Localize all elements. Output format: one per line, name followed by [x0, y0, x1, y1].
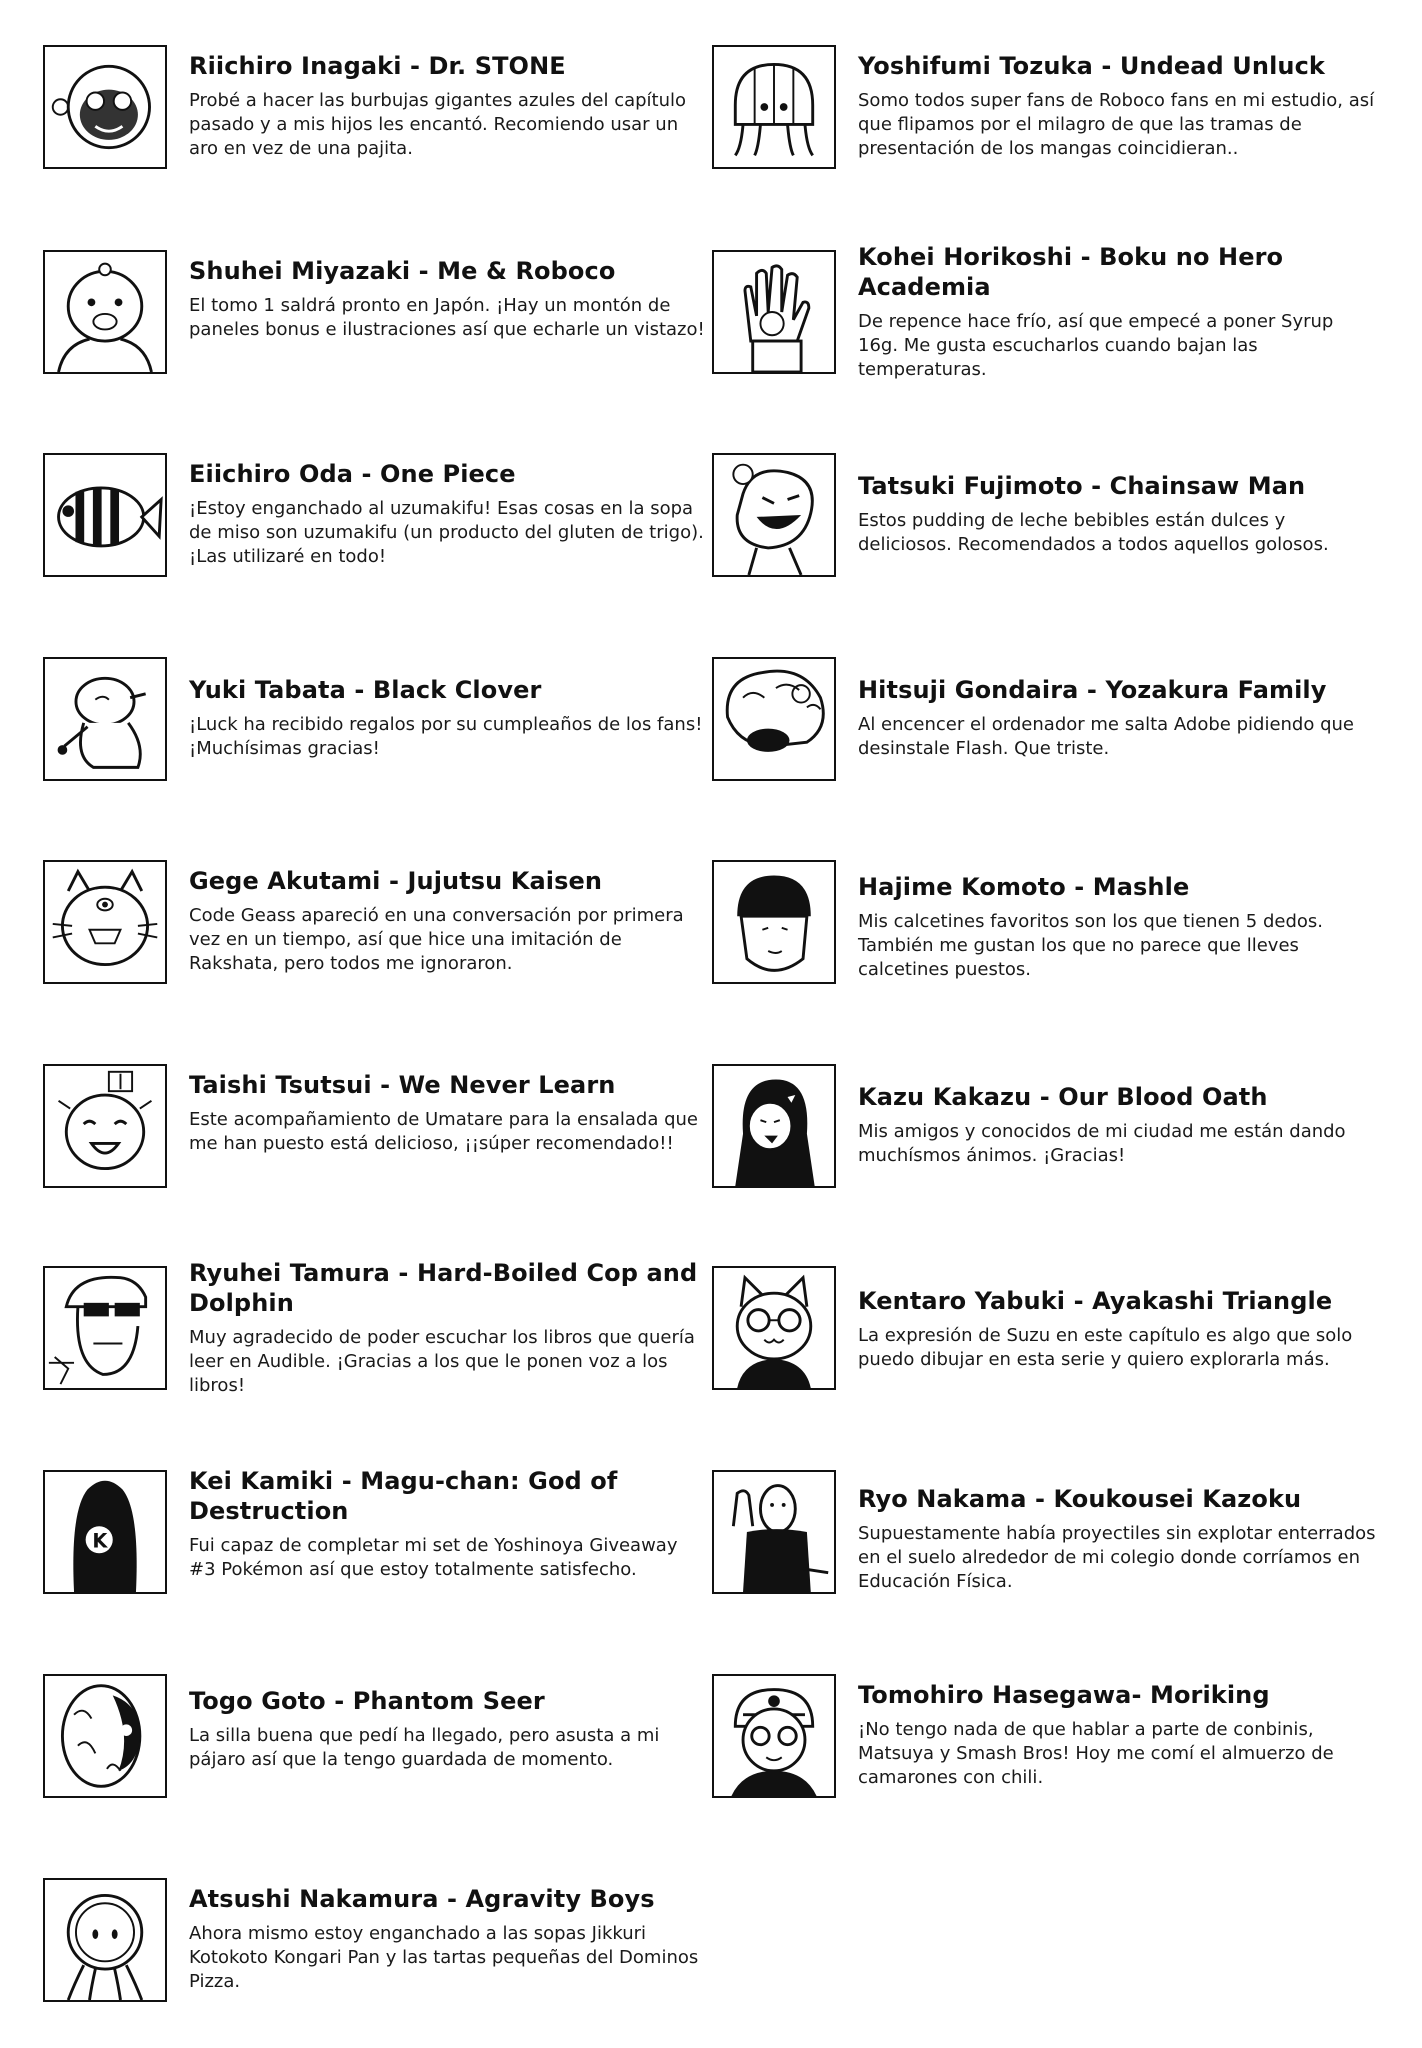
author-title: Riichiro Inagaki - Dr. STONE — [189, 52, 566, 80]
author-portrait-icon — [43, 657, 167, 781]
author-comment: ¡Estoy enganchado al uzumakifu! Esas cosas en la sopa de miso son uzumakifu (un producto del gluten de trigo). ¡Las utilizaré en todo! — [189, 498, 704, 567]
author-title: Tatsuki Fujimoto - Chainsaw Man — [858, 472, 1306, 500]
author-portrait-icon — [712, 1266, 836, 1390]
author-portrait-icon — [712, 1470, 836, 1594]
author-title: Taishi Tsutsui - We Never Learn — [189, 1071, 616, 1099]
author-title: Yuki Tabata - Black Clover — [189, 676, 542, 704]
author-portrait-icon — [712, 657, 836, 781]
author-portrait-icon — [43, 1674, 167, 1798]
author-title: Ryuhei Tamura - Hard-Boiled Cop and Dolphin — [189, 1259, 698, 1317]
author-portrait-icon — [43, 250, 167, 374]
author-title: Kazu Kakazu - Our Blood Oath — [858, 1083, 1268, 1111]
author-portrait-icon — [43, 45, 167, 169]
author-comment: ¡Luck ha recibido regalos por su cumpleaños de los fans! ¡Muchísimas gracias! — [189, 714, 703, 759]
author-comment: Somo todos super fans de Roboco fans en mi estudio, así que flipamos por el milagro de que las tramas de presentación de los mangas coincidieran.. — [858, 90, 1375, 159]
author-title: Ryo Nakama - Koukousei Kazoku — [858, 1485, 1302, 1513]
author-portrait-icon — [43, 1064, 167, 1188]
author-comment: Ahora mismo estoy enganchado a las sopas Jikkuri Kotokoto Kongari Pan y las tartas pequeñas del Dominos Pizza. — [189, 1923, 699, 1992]
author-title: Shuhei Miyazaki - Me & Roboco — [189, 257, 616, 285]
author-portrait-icon — [43, 1878, 167, 2002]
author-comment: Supuestamente había proyectiles sin explotar enterrados en el suelo alrededor de mi colegio donde corríamos en Educación Física. — [858, 1523, 1376, 1592]
author-portrait-icon — [712, 453, 836, 577]
author-title: Togo Goto - Phantom Seer — [189, 1687, 545, 1715]
author-portrait-icon — [43, 1266, 167, 1390]
author-comment: De repence hace frío, así que empecé a poner Syrup 16g. Me gusta escucharlos cuando bajan las temperaturas. — [858, 311, 1334, 380]
author-portrait-icon — [712, 860, 836, 984]
author-portrait-icon — [712, 45, 836, 169]
author-title: Tomohiro Hasegawa- Moriking — [858, 1681, 1270, 1709]
author-title: Hajime Komoto - Mashle — [858, 873, 1190, 901]
author-comment: Fui capaz de completar mi set de Yoshinoya Giveaway #3 Pokémon así que estoy totalmente satisfecho. — [189, 1535, 678, 1580]
author-portrait-icon — [43, 453, 167, 577]
author-comment: Probé a hacer las burbujas gigantes azules del capítulo pasado y a mis hijos les encantó. Recomiendo usar un aro en vez de una pajita. — [189, 90, 687, 159]
author-comment: Code Geass apareció en una conversación por primera vez en un tiempo, así que hice una imitación de Rakshata, pero todos me ignoraron. — [189, 905, 684, 974]
author-portrait-icon — [712, 1064, 836, 1188]
author-title: Atsushi Nakamura - Agravity Boys — [189, 1885, 655, 1913]
author-title: Eiichiro Oda - One Piece — [189, 460, 516, 488]
author-title: Kohei Horikoshi - Boku no Hero Academia — [858, 243, 1284, 301]
author-comment: Estos pudding de leche bebibles están dulces y deliciosos. Recomendados a todos aquellos golosos. — [858, 510, 1329, 555]
author-title: Kei Kamiki - Magu-chan: God of Destruction — [189, 1467, 618, 1525]
svg-text:K: K — [92, 1529, 108, 1553]
author-title: Hitsuji Gondaira - Yozakura Family — [858, 676, 1327, 704]
author-portrait-icon — [43, 860, 167, 984]
author-title: Yoshifumi Tozuka - Undead Unluck — [858, 52, 1325, 80]
author-portrait-icon — [712, 1674, 836, 1798]
author-comment: Este acompañamiento de Umatare para la ensalada que me han puesto está delicioso, ¡¡súper recomendado!! — [189, 1109, 699, 1154]
author-comment: Mis calcetines favoritos son los que tienen 5 dedos. También me gustan los que no parece que lleves calcetines puestos. — [858, 911, 1323, 980]
author-comment: Al encencer el ordenador me salta Adobe pidiendo que desinstale Flash. Que triste. — [858, 714, 1354, 759]
author-comment: La expresión de Suzu en este capítulo es algo que solo puedo dibujar en esta serie y quiero explorarla más. — [858, 1325, 1353, 1370]
author-comment: Mis amigos y conocidos de mi ciudad me están dando muchísmos ánimos. ¡Gracias! — [858, 1121, 1346, 1166]
author-comment: El tomo 1 saldrá pronto en Japón. ¡Hay un montón de paneles bonus e ilustraciones así que echarle un vistazo! — [189, 295, 705, 340]
author-portrait-icon — [712, 250, 836, 374]
author-portrait-icon — [43, 1470, 167, 1594]
author-comment: ¡No tengo nada de que hablar a parte de conbinis, Matsuya y Smash Bros! Hoy me comí el almuerzo de camarones con chili. — [858, 1719, 1334, 1788]
author-title: Gege Akutami - Jujutsu Kaisen — [189, 867, 603, 895]
author-title: Kentaro Yabuki - Ayakashi Triangle — [858, 1287, 1333, 1315]
author-comment: La silla buena que pedí ha llegado, pero asusta a mi pájaro así que la tengo guardada de momento. — [189, 1725, 660, 1770]
author-comment: Muy agradecido de poder escuchar los libros que quería leer en Audible. ¡Gracias a los que le ponen voz a los libros! — [189, 1327, 695, 1396]
